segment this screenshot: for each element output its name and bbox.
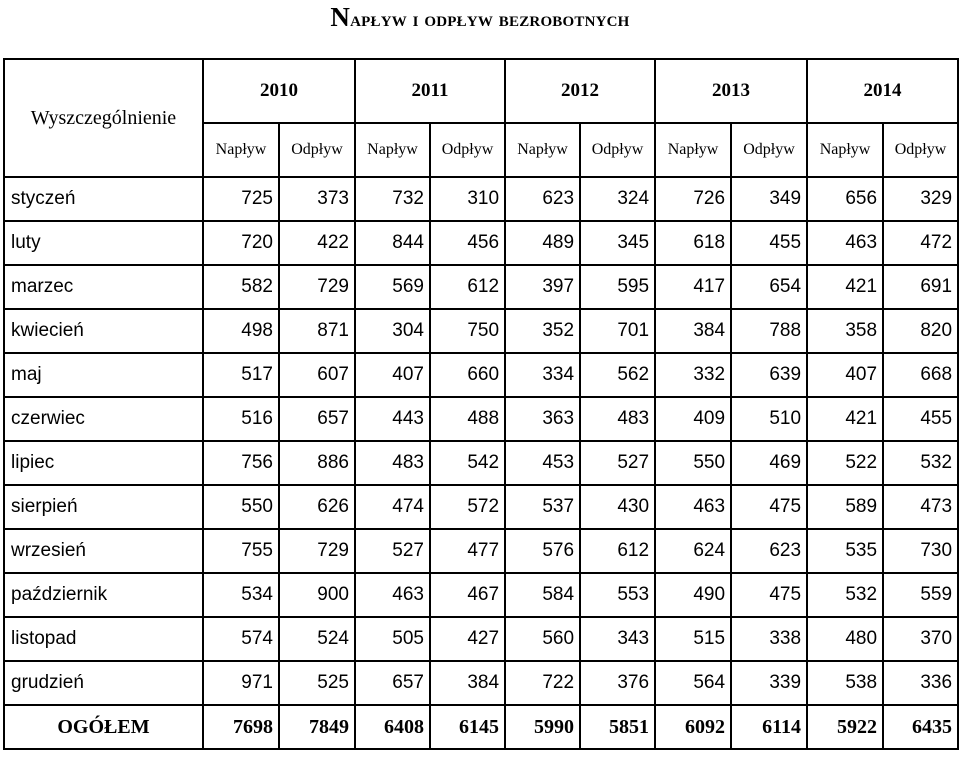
month-label: wrzesień [4,529,203,573]
year-header: 2014 [807,59,958,123]
title-rest: apływ i odpływ bezrobotnych [350,6,630,31]
outflow-cell: 612 [580,529,655,573]
outflow-cell: 553 [580,573,655,617]
outflow-cell: 456 [430,221,505,265]
outflow-cell: 820 [883,309,958,353]
year-header: 2013 [655,59,807,123]
inflow-cell: 532 [807,573,883,617]
outflow-cell: 788 [731,309,807,353]
outflow-cell: 525 [279,661,355,705]
outflow-cell: 345 [580,221,655,265]
inflow-cell: 483 [355,441,430,485]
table-row [4,573,958,617]
month-label: maj [4,353,203,397]
inflow-cell: 534 [203,573,279,617]
inflow-cell: 517 [203,353,279,397]
inflow-cell: 474 [355,485,430,529]
inflow-cell: 726 [655,177,731,221]
outflow-cell: 483 [580,397,655,441]
outflow-cell: 639 [731,353,807,397]
month-label: sierpień [4,485,203,529]
outflow-cell: 668 [883,353,958,397]
outflow-header: Odpływ [883,123,958,177]
inflow-cell: 5922 [807,705,883,749]
inflow-cell: 576 [505,529,580,573]
outflow-cell: 900 [279,573,355,617]
month-label: grudzień [4,661,203,705]
inflow-cell: 463 [807,221,883,265]
inflow-header: Napływ [807,123,883,177]
outflow-cell: 612 [430,265,505,309]
inflow-cell: 498 [203,309,279,353]
year-header: 2010 [203,59,355,123]
inflow-cell: 407 [355,353,430,397]
outflow-cell: 542 [430,441,505,485]
inflow-cell: 421 [807,397,883,441]
outflow-cell: 329 [883,177,958,221]
table-row [4,309,958,353]
table-row [4,529,958,573]
outflow-cell: 339 [731,661,807,705]
table-row [4,617,958,661]
outflow-cell: 524 [279,617,355,661]
inflow-cell: 397 [505,265,580,309]
inflow-cell: 569 [355,265,430,309]
inflow-cell: 623 [505,177,580,221]
inflow-cell: 657 [355,661,430,705]
unemployment-table [3,58,959,750]
outflow-cell: 623 [731,529,807,573]
inflow-cell: 755 [203,529,279,573]
inflow-cell: 480 [807,617,883,661]
inflow-header: Napływ [355,123,430,177]
inflow-cell: 725 [203,177,279,221]
inflow-cell: 384 [655,309,731,353]
column-header-label: Wyszczególnienie [4,59,203,177]
outflow-cell: 871 [279,309,355,353]
inflow-cell: 624 [655,529,731,573]
outflow-cell: 373 [279,177,355,221]
outflow-cell: 750 [430,309,505,353]
outflow-cell: 343 [580,617,655,661]
outflow-cell: 455 [883,397,958,441]
inflow-cell: 527 [355,529,430,573]
outflow-cell: 430 [580,485,655,529]
inflow-cell: 463 [655,485,731,529]
outflow-cell: 370 [883,617,958,661]
inflow-cell: 5990 [505,705,580,749]
outflow-cell: 422 [279,221,355,265]
page-title [0,0,960,58]
inflow-cell: 618 [655,221,731,265]
inflow-cell: 443 [355,397,430,441]
month-label: czerwiec [4,397,203,441]
outflow-cell: 691 [883,265,958,309]
month-label: marzec [4,265,203,309]
outflow-cell: 6145 [430,705,505,749]
inflow-cell: 756 [203,441,279,485]
inflow-cell: 538 [807,661,883,705]
outflow-cell: 488 [430,397,505,441]
title-initial: N [330,2,351,32]
inflow-header: Napływ [655,123,731,177]
outflow-cell: 654 [731,265,807,309]
inflow-cell: 971 [203,661,279,705]
inflow-cell: 550 [203,485,279,529]
inflow-cell: 363 [505,397,580,441]
inflow-cell: 409 [655,397,731,441]
inflow-cell: 407 [807,353,883,397]
month-label: kwiecień [4,309,203,353]
inflow-cell: 589 [807,485,883,529]
outflow-cell: 6114 [731,705,807,749]
inflow-cell: 490 [655,573,731,617]
total-row [4,705,958,749]
table-row [4,265,958,309]
inflow-cell: 421 [807,265,883,309]
month-label: styczeń [4,177,203,221]
outflow-cell: 427 [430,617,505,661]
inflow-cell: 522 [807,441,883,485]
month-label: październik [4,573,203,617]
total-label: OGÓŁEM [4,705,203,749]
inflow-header: Napływ [203,123,279,177]
table-row [4,661,958,705]
outflow-cell: 729 [279,265,355,309]
inflow-header: Napływ [505,123,580,177]
year-header: 2012 [505,59,655,123]
outflow-cell: 510 [731,397,807,441]
outflow-cell: 660 [430,353,505,397]
outflow-cell: 310 [430,177,505,221]
inflow-cell: 7698 [203,705,279,749]
table-row [4,441,958,485]
outflow-cell: 469 [731,441,807,485]
inflow-cell: 453 [505,441,580,485]
outflow-cell: 477 [430,529,505,573]
outflow-cell: 657 [279,397,355,441]
table-row [4,397,958,441]
outflow-cell: 473 [883,485,958,529]
outflow-cell: 349 [731,177,807,221]
outflow-cell: 6435 [883,705,958,749]
table-row [4,221,958,265]
inflow-cell: 334 [505,353,580,397]
outflow-cell: 886 [279,441,355,485]
outflow-cell: 527 [580,441,655,485]
inflow-cell: 6092 [655,705,731,749]
outflow-cell: 338 [731,617,807,661]
outflow-cell: 572 [430,485,505,529]
outflow-cell: 472 [883,221,958,265]
table-body [4,177,958,749]
inflow-cell: 516 [203,397,279,441]
outflow-cell: 475 [731,573,807,617]
inflow-cell: 656 [807,177,883,221]
inflow-cell: 463 [355,573,430,617]
inflow-cell: 515 [655,617,731,661]
outflow-cell: 595 [580,265,655,309]
outflow-cell: 607 [279,353,355,397]
outflow-cell: 324 [580,177,655,221]
outflow-cell: 467 [430,573,505,617]
inflow-cell: 722 [505,661,580,705]
outflow-header: Odpływ [731,123,807,177]
inflow-cell: 574 [203,617,279,661]
outflow-cell: 5851 [580,705,655,749]
inflow-cell: 417 [655,265,731,309]
outflow-cell: 384 [430,661,505,705]
outflow-header: Odpływ [279,123,355,177]
outflow-cell: 559 [883,573,958,617]
outflow-cell: 475 [731,485,807,529]
inflow-cell: 489 [505,221,580,265]
outflow-header: Odpływ [430,123,505,177]
inflow-cell: 6408 [355,705,430,749]
inflow-cell: 332 [655,353,731,397]
inflow-cell: 582 [203,265,279,309]
outflow-cell: 626 [279,485,355,529]
inflow-cell: 550 [655,441,731,485]
outflow-cell: 455 [731,221,807,265]
outflow-header: Odpływ [580,123,655,177]
inflow-cell: 505 [355,617,430,661]
month-label: lipiec [4,441,203,485]
month-label: luty [4,221,203,265]
inflow-cell: 535 [807,529,883,573]
table-row [4,353,958,397]
inflow-cell: 537 [505,485,580,529]
outflow-cell: 729 [279,529,355,573]
table-row [4,485,958,529]
outflow-cell: 562 [580,353,655,397]
outflow-cell: 336 [883,661,958,705]
inflow-cell: 304 [355,309,430,353]
inflow-cell: 352 [505,309,580,353]
outflow-cell: 7849 [279,705,355,749]
inflow-cell: 564 [655,661,731,705]
inflow-cell: 720 [203,221,279,265]
outflow-cell: 532 [883,441,958,485]
outflow-cell: 701 [580,309,655,353]
inflow-cell: 844 [355,221,430,265]
year-header: 2011 [355,59,505,123]
inflow-cell: 584 [505,573,580,617]
month-label: listopad [4,617,203,661]
inflow-cell: 358 [807,309,883,353]
outflow-cell: 376 [580,661,655,705]
table-row [4,177,958,221]
inflow-cell: 560 [505,617,580,661]
outflow-cell: 730 [883,529,958,573]
inflow-cell: 732 [355,177,430,221]
